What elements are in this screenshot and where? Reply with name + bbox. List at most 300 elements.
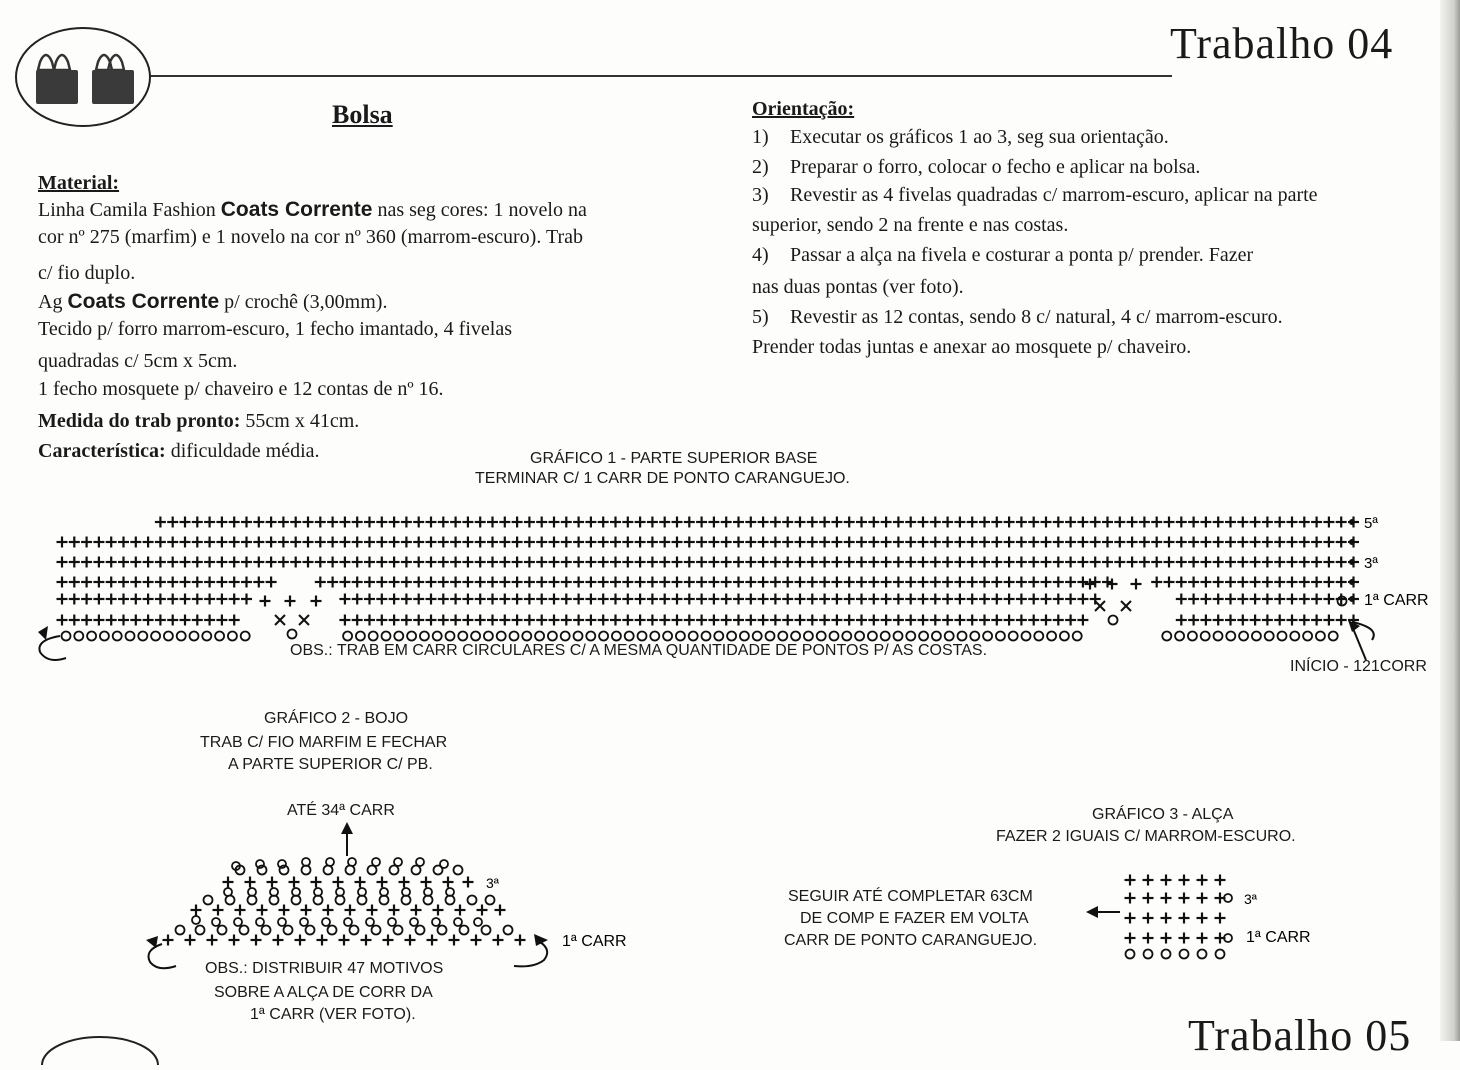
plus-stitch-icon (1237, 615, 1248, 626)
circle-chain-icon (1216, 950, 1225, 959)
plus-stitch-icon (807, 577, 818, 588)
plus-stitch-icon (401, 517, 412, 528)
plus-stitch-icon (795, 537, 806, 548)
plus-stitch-icon (1151, 517, 1162, 528)
plus-stitch-icon (1016, 537, 1027, 548)
plus-stitch-icon (819, 537, 830, 548)
circle-chain-icon (1073, 632, 1082, 641)
plus-stitch-icon (610, 594, 621, 605)
plus-stitch-icon (659, 615, 670, 626)
plus-stitch-icon (622, 557, 633, 568)
plus-stitch-icon (979, 517, 990, 528)
plus-stitch-icon (1299, 615, 1310, 626)
plus-stitch-icon (389, 517, 400, 528)
plus-stitch-icon (433, 905, 444, 916)
circle-chain-icon (458, 632, 467, 641)
material-line-2: cor nº 275 (marfim) e 1 novelo na cor nº 360 (marrom-escuro). Trab (38, 226, 584, 248)
plus-stitch-icon (361, 935, 372, 946)
plus-stitch-icon (1299, 557, 1310, 568)
circle-chain-icon (440, 860, 448, 868)
circle-chain-icon (486, 896, 495, 905)
plus-stitch-icon (905, 594, 916, 605)
plus-stitch-icon (598, 557, 609, 568)
plus-stitch-icon (475, 594, 486, 605)
plus-stitch-icon (1200, 557, 1211, 568)
plus-stitch-icon (1090, 537, 1101, 548)
circle-chain-icon (1198, 950, 1207, 959)
plus-stitch-icon (499, 537, 510, 548)
plus-stitch-icon (143, 577, 154, 588)
plus-stitch-icon (155, 577, 166, 588)
plus-stitch-icon (1213, 557, 1224, 568)
plus-stitch-icon (1179, 933, 1190, 944)
plus-stitch-icon (499, 557, 510, 568)
plus-stitch-icon (524, 517, 535, 528)
plus-stitch-icon (253, 537, 264, 548)
plus-stitch-icon (758, 594, 769, 605)
plus-stitch-icon (1200, 594, 1211, 605)
plus-stitch-icon (1188, 517, 1199, 528)
instruction-5-cont: Prender todas juntas e anexar ao mosquete p/ chaveiro. (752, 336, 1192, 358)
plus-stitch-icon (782, 537, 793, 548)
plus-stitch-icon (782, 615, 793, 626)
plus-stitch-icon (311, 596, 322, 607)
circle-chain-icon (753, 632, 762, 641)
plus-stitch-icon (598, 537, 609, 548)
plus-stitch-icon (1250, 537, 1261, 548)
plus-stitch-icon (1311, 615, 1322, 626)
plus-stitch-icon (1213, 577, 1224, 588)
plus-stitch-icon (499, 615, 510, 626)
plus-stitch-icon (1161, 933, 1172, 944)
circle-chain-icon (224, 888, 232, 896)
plus-stitch-icon (180, 594, 191, 605)
plus-stitch-icon (449, 935, 460, 946)
chart2-row3-label: 3ª (486, 875, 499, 891)
circle-chain-icon (202, 632, 211, 641)
material-line-7: 1 fecho mosquete p/ chaveiro e 12 contas de nº 16. (38, 378, 444, 400)
plus-stitch-icon (1028, 537, 1039, 548)
plus-stitch-icon (1151, 537, 1162, 548)
material-line-5: Tecido p/ forro marrom-escuro, 1 fecho imantado, 4 fivelas (38, 318, 512, 340)
plus-stitch-icon (192, 517, 203, 528)
plus-stitch-icon (1311, 594, 1322, 605)
arrow-head-icon (146, 936, 158, 948)
plus-stitch-icon (893, 615, 904, 626)
plus-stitch-icon (401, 577, 412, 588)
circle-chain-icon (326, 858, 334, 866)
dot-stitch-icon (1349, 579, 1355, 585)
plus-stitch-icon (180, 537, 191, 548)
plus-stitch-icon (512, 594, 523, 605)
plus-stitch-icon (991, 577, 1002, 588)
circle-chain-icon (328, 926, 337, 935)
next-page-logo (40, 1025, 160, 1065)
plus-stitch-icon (267, 877, 278, 888)
plus-stitch-icon (758, 537, 769, 548)
plus-stitch-icon (118, 615, 129, 626)
plus-stitch-icon (991, 557, 1002, 568)
plus-stitch-icon (1311, 517, 1322, 528)
plus-stitch-icon (155, 615, 166, 626)
circle-chain-icon (484, 632, 493, 641)
plus-stitch-icon (399, 877, 410, 888)
plus-stitch-icon (1323, 577, 1334, 588)
plus-stitch-icon (1274, 615, 1285, 626)
plus-stitch-icon (241, 537, 252, 548)
plus-stitch-icon (1041, 615, 1052, 626)
plus-stitch-icon (1090, 517, 1101, 528)
plus-stitch-icon (1127, 557, 1138, 568)
plus-stitch-icon (930, 594, 941, 605)
circle-chain-icon (689, 632, 698, 641)
plus-stitch-icon (979, 577, 990, 588)
plus-stitch-icon (266, 537, 277, 548)
plus-stitch-icon (1225, 517, 1236, 528)
plus-stitch-icon (536, 537, 547, 548)
plus-stitch-icon (881, 517, 892, 528)
plus-stitch-icon (1262, 537, 1273, 548)
plus-stitch-icon (1274, 577, 1285, 588)
circle-chain-icon (284, 926, 293, 935)
plus-stitch-icon (303, 537, 314, 548)
circle-chain-icon (369, 632, 378, 641)
plus-stitch-icon (1215, 913, 1226, 924)
circle-chain-icon (1316, 632, 1325, 641)
plus-stitch-icon (672, 577, 683, 588)
plus-stitch-icon (930, 517, 941, 528)
plus-stitch-icon (807, 594, 818, 605)
plus-stitch-icon (1188, 615, 1199, 626)
plus-stitch-icon (106, 557, 117, 568)
plus-stitch-icon (1225, 537, 1236, 548)
plus-stitch-icon (180, 557, 191, 568)
plus-stitch-icon (69, 557, 80, 568)
plus-stitch-icon (696, 594, 707, 605)
plus-stitch-icon (1176, 517, 1187, 528)
brand-name: Coats Corrente (67, 290, 220, 313)
plus-stitch-icon (807, 537, 818, 548)
circle-chain-icon (306, 926, 315, 935)
plus-stitch-icon (1127, 537, 1138, 548)
plus-stitch-icon (561, 615, 572, 626)
plus-stitch-icon (561, 577, 572, 588)
plus-stitch-icon (856, 517, 867, 528)
plus-stitch-icon (721, 577, 732, 588)
chart3-row3-label: 3ª (1244, 891, 1257, 907)
plus-stitch-icon (1077, 537, 1088, 548)
circle-chain-icon (1290, 632, 1299, 641)
plus-stitch-icon (216, 577, 227, 588)
plus-stitch-icon (561, 517, 572, 528)
circle-chain-icon (366, 918, 374, 926)
plus-stitch-icon (1188, 537, 1199, 548)
circle-chain-icon (1239, 632, 1248, 641)
plus-stitch-icon (622, 615, 633, 626)
plus-stitch-icon (413, 557, 424, 568)
plus-stitch-icon (979, 537, 990, 548)
plus-stitch-icon (1336, 517, 1347, 528)
circle-chain-icon (176, 926, 185, 935)
plus-stitch-icon (1114, 537, 1125, 548)
circle-chain-icon (663, 632, 672, 641)
chart3-instr-3: CARR DE PONTO CARANGUEJO. (784, 932, 1038, 949)
plus-stitch-icon (1188, 594, 1199, 605)
plus-stitch-icon (1213, 615, 1224, 626)
plus-stitch-icon (1287, 577, 1298, 588)
plus-stitch-icon (475, 537, 486, 548)
circle-chain-icon (372, 926, 381, 935)
chart2-title: GRÁFICO 2 - BOJO (264, 710, 409, 727)
plus-stitch-icon (967, 615, 978, 626)
plus-stitch-icon (1139, 537, 1150, 548)
plus-stitch-icon (721, 537, 732, 548)
circle-chain-icon (454, 918, 462, 926)
plus-stitch-icon (905, 557, 916, 568)
plus-stitch-icon (204, 594, 215, 605)
plus-stitch-icon (1287, 594, 1298, 605)
plus-stitch-icon (311, 877, 322, 888)
plus-stitch-icon (721, 517, 732, 528)
plus-stitch-icon (180, 615, 191, 626)
circle-chain-icon (192, 916, 200, 924)
plus-stitch-icon (1323, 517, 1334, 528)
plus-stitch-icon (471, 935, 482, 946)
circle-chain-icon (471, 632, 480, 641)
circle-chain-icon (190, 632, 199, 641)
plus-stitch-icon (253, 517, 264, 528)
dot-stitch-icon (1349, 539, 1355, 545)
circle-chain-icon (454, 866, 463, 875)
plus-stitch-icon (844, 557, 855, 568)
plus-stitch-icon (352, 615, 363, 626)
plus-stitch-icon (1274, 557, 1285, 568)
plus-stitch-icon (831, 537, 842, 548)
plus-stitch-icon (167, 615, 178, 626)
plus-stitch-icon (81, 557, 92, 568)
plus-stitch-icon (868, 537, 879, 548)
plus-stitch-icon (1143, 875, 1154, 886)
plus-stitch-icon (868, 557, 879, 568)
plus-stitch-icon (438, 577, 449, 588)
plus-stitch-icon (462, 517, 473, 528)
circle-chain-icon (460, 926, 469, 935)
plus-stitch-icon (376, 594, 387, 605)
plus-stitch-icon (635, 537, 646, 548)
plus-stitch-icon (782, 577, 793, 588)
circle-chain-icon (881, 632, 890, 641)
plus-stitch-icon (376, 577, 387, 588)
plus-stitch-icon (967, 577, 978, 588)
plus-stitch-icon (868, 615, 879, 626)
plus-stitch-icon (708, 594, 719, 605)
plus-stitch-icon (1336, 537, 1347, 548)
plus-stitch-icon (339, 517, 350, 528)
plus-stitch-icon (376, 537, 387, 548)
plus-stitch-icon (1127, 517, 1138, 528)
plus-stitch-icon (524, 594, 535, 605)
plus-stitch-icon (512, 537, 523, 548)
plus-stitch-icon (167, 557, 178, 568)
dot-stitch-icon (1349, 559, 1355, 565)
plus-stitch-icon (229, 577, 240, 588)
plus-stitch-icon (1200, 517, 1211, 528)
plus-stitch-icon (708, 517, 719, 528)
plus-stitch-icon (844, 594, 855, 605)
plus-stitch-icon (1065, 615, 1076, 626)
plus-stitch-icon (364, 594, 375, 605)
circle-chain-icon (87, 632, 96, 641)
plus-stitch-icon (672, 594, 683, 605)
plus-stitch-icon (229, 594, 240, 605)
plus-stitch-icon (1274, 594, 1285, 605)
plus-stitch-icon (413, 594, 424, 605)
material-line-3: c/ fio duplo. (38, 262, 136, 284)
plus-stitch-icon (427, 935, 438, 946)
plus-stitch-icon (426, 615, 437, 626)
plus-stitch-icon (659, 517, 670, 528)
circle-chain-icon (868, 632, 877, 641)
plus-stitch-icon (235, 905, 246, 916)
plus-stitch-icon (401, 557, 412, 568)
plus-stitch-icon (57, 594, 68, 605)
plus-stitch-icon (1053, 577, 1064, 588)
plus-stitch-icon (289, 877, 300, 888)
plus-stitch-icon (1215, 875, 1226, 886)
plus-stitch-icon (426, 517, 437, 528)
plus-stitch-icon (352, 577, 363, 588)
plus-stitch-icon (426, 594, 437, 605)
plus-stitch-icon (364, 537, 375, 548)
circle-chain-icon (650, 632, 659, 641)
circle-chain-icon (241, 632, 250, 641)
circle-chain-icon (420, 632, 429, 641)
plus-stitch-icon (512, 517, 523, 528)
circle-chain-icon (958, 632, 967, 641)
plus-stitch-icon (893, 594, 904, 605)
plus-stitch-icon (991, 517, 1002, 528)
plus-stitch-icon (253, 557, 264, 568)
plus-stitch-icon (1250, 594, 1261, 605)
plus-stitch-icon (1090, 594, 1101, 605)
plus-stitch-icon (315, 517, 326, 528)
plus-stitch-icon (241, 594, 252, 605)
plus-stitch-icon (106, 537, 117, 548)
plus-stitch-icon (1143, 913, 1154, 924)
curved-arrow-icon (514, 942, 547, 966)
plus-stitch-icon (487, 517, 498, 528)
plus-stitch-icon (536, 577, 547, 588)
plus-stitch-icon (893, 557, 904, 568)
plus-stitch-icon (610, 517, 621, 528)
plus-stitch-icon (1077, 517, 1088, 528)
plus-stitch-icon (782, 557, 793, 568)
circle-chain-icon (446, 632, 455, 641)
plus-stitch-icon (1065, 594, 1076, 605)
plus-stitch-icon (1262, 517, 1273, 528)
plus-stitch-icon (1161, 875, 1172, 886)
circle-chain-icon (212, 918, 220, 926)
circle-chain-icon (702, 632, 711, 641)
plus-stitch-icon (881, 594, 892, 605)
plus-stitch-icon (1004, 577, 1015, 588)
circle-chain-icon (932, 632, 941, 641)
plus-stitch-icon (339, 615, 350, 626)
chart3-diagram (1086, 875, 1232, 959)
plus-stitch-icon (524, 537, 535, 548)
plus-stitch-icon (1016, 594, 1027, 605)
plus-stitch-icon (819, 517, 830, 528)
plus-stitch-icon (495, 905, 506, 916)
plus-stitch-icon (462, 594, 473, 605)
plus-stitch-icon (477, 905, 488, 916)
plus-stitch-icon (831, 594, 842, 605)
plus-stitch-icon (708, 557, 719, 568)
plus-stitch-icon (339, 594, 350, 605)
circle-chain-icon (894, 632, 903, 641)
plus-stitch-icon (954, 577, 965, 588)
arrow-head-icon (534, 934, 548, 946)
plus-stitch-icon (795, 577, 806, 588)
plus-stitch-icon (130, 537, 141, 548)
brand-name: Coats Corrente (220, 198, 373, 221)
page-fold (1440, 0, 1460, 1041)
plus-stitch-icon (1323, 557, 1334, 568)
circle-chain-icon (390, 866, 399, 875)
plus-stitch-icon (659, 557, 670, 568)
plus-stitch-icon (493, 935, 504, 946)
plus-stitch-icon (475, 577, 486, 588)
plus-stitch-icon (216, 537, 227, 548)
plus-stitch-icon (1065, 577, 1076, 588)
chart2-until-label: ATÉ 34ª CARR (287, 802, 395, 819)
plus-stitch-icon (462, 577, 473, 588)
plus-stitch-icon (745, 594, 756, 605)
plus-stitch-icon (696, 517, 707, 528)
plus-stitch-icon (1053, 557, 1064, 568)
plus-stitch-icon (69, 615, 80, 626)
chart2-note-2: SOBRE A ALÇA DE CORR DA (214, 984, 433, 1001)
plus-stitch-icon (352, 557, 363, 568)
plus-stitch-icon (635, 557, 646, 568)
circle-chain-icon (288, 630, 297, 639)
plus-stitch-icon (389, 577, 400, 588)
plus-stitch-icon (1139, 517, 1150, 528)
plus-stitch-icon (278, 517, 289, 528)
plus-stitch-icon (487, 615, 498, 626)
plus-stitch-icon (245, 877, 256, 888)
plus-stitch-icon (1065, 517, 1076, 528)
plus-stitch-icon (795, 557, 806, 568)
circle-chain-icon (344, 918, 352, 926)
plus-stitch-icon (721, 557, 732, 568)
plus-stitch-icon (1311, 537, 1322, 548)
plus-stitch-icon (376, 557, 387, 568)
instruction-3-cont: superior, sendo 2 na frente e nas costas. (752, 214, 1069, 236)
section-title: Bolsa (332, 100, 393, 129)
circle-chain-icon (410, 918, 418, 926)
plus-stitch-icon (758, 577, 769, 588)
plus-stitch-icon (967, 594, 978, 605)
plus-stitch-icon (561, 594, 572, 605)
circle-chain-icon (1201, 632, 1210, 641)
plus-stitch-icon (979, 594, 990, 605)
plus-stitch-icon (315, 577, 326, 588)
plus-stitch-icon (905, 537, 916, 548)
plus-stitch-icon (1250, 615, 1261, 626)
plus-stitch-icon (1200, 615, 1211, 626)
plus-stitch-icon (413, 517, 424, 528)
